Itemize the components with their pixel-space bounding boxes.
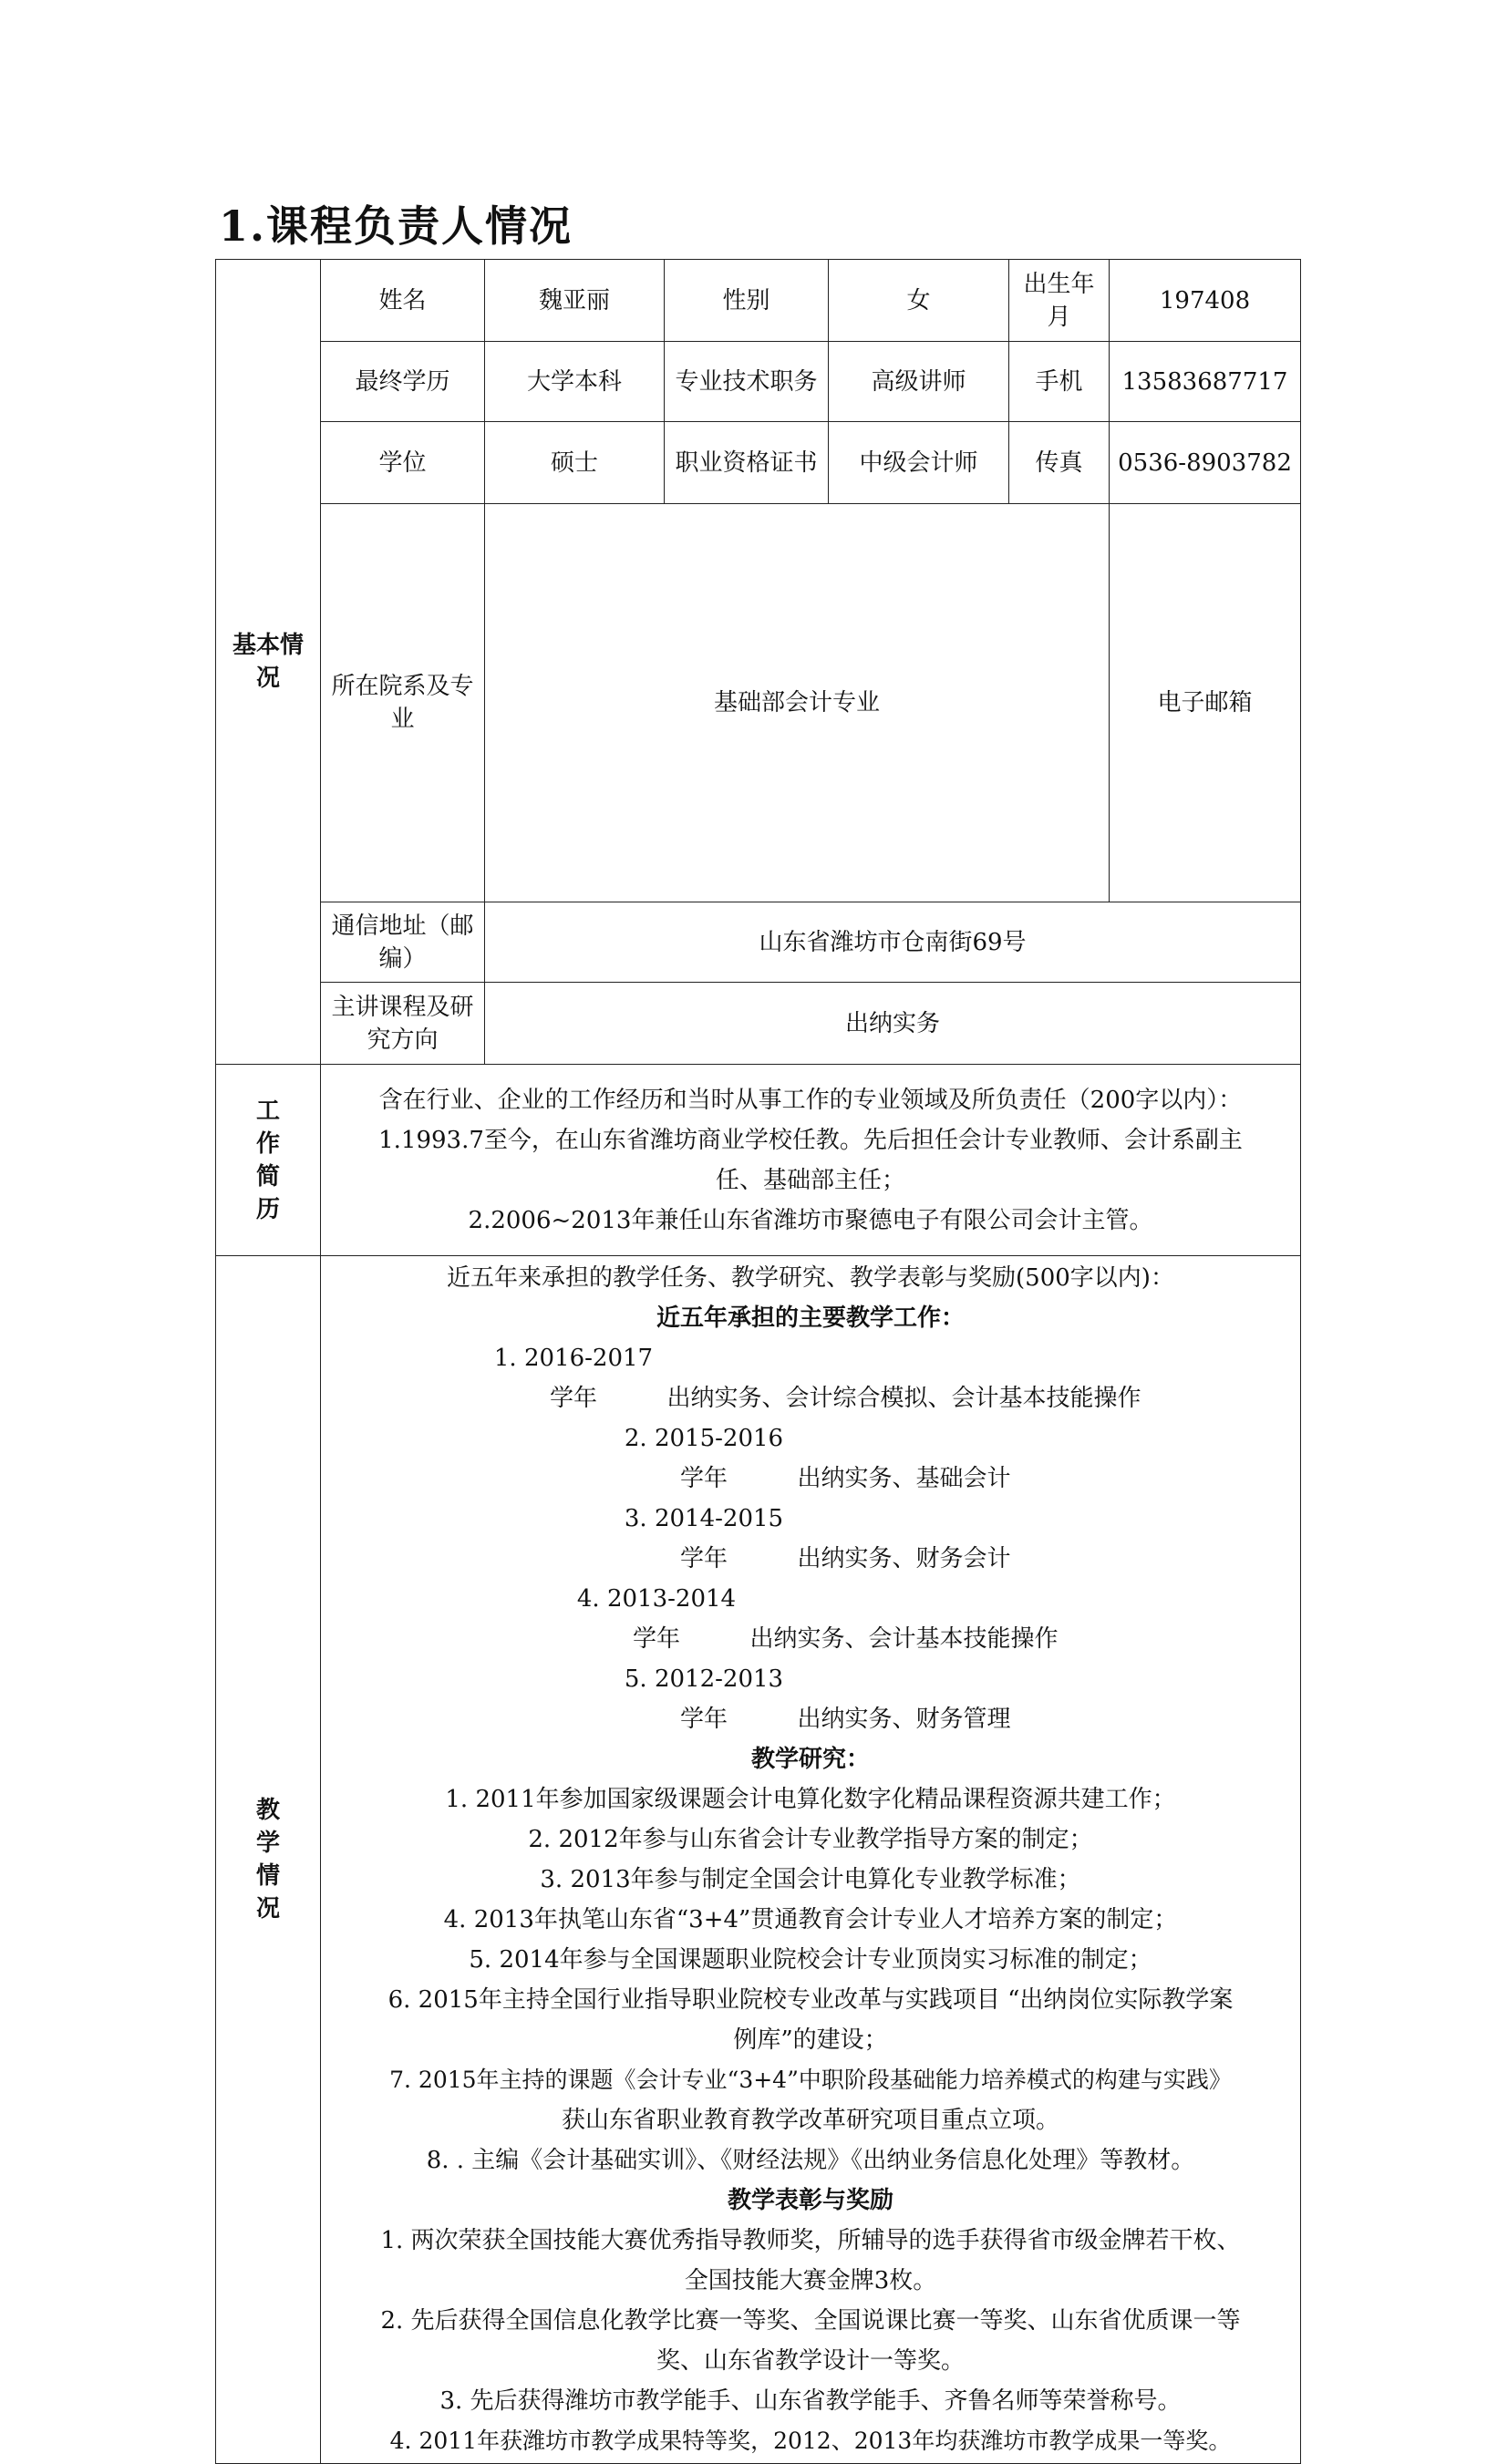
work-item-courses: 出纳实务、财务会计 bbox=[797, 1545, 1011, 1572]
work-section-label-text: 工作简历 bbox=[255, 1097, 280, 1223]
certificate-value: 中级会计师 bbox=[829, 422, 1009, 504]
work-item-courses: 出纳实务、会计综合模拟、会计基本技能操作 bbox=[666, 1385, 1141, 1412]
research-line: 3. 2013年参与制定全国会计电算化专业教学标准； bbox=[540, 1866, 1081, 1893]
teaching-work-item bbox=[326, 1579, 1295, 1659]
address-label: 通信地址（邮编） bbox=[321, 902, 485, 983]
award-line: 4. 2011年获潍坊市教学成果特等奖，2012、2013年均获潍坊市教学成果一等奖。 bbox=[389, 2428, 1232, 2454]
work-line: 含在行业、企业的工作经历和当时从事工作的专业领域及所负责任（200字以内）： bbox=[378, 1086, 1243, 1114]
education-value: 大学本科 bbox=[485, 342, 665, 422]
work-section-label bbox=[216, 1065, 321, 1256]
email-label: 电子邮箱 bbox=[1110, 504, 1301, 902]
fax-label: 传真 bbox=[1009, 422, 1110, 504]
mobile-label: 手机 bbox=[1009, 342, 1110, 422]
award-line: 1. 两次荣获全国技能大赛优秀指导教师奖，所辅导的选手获得省市级金牌若干枚、 bbox=[380, 2227, 1241, 2254]
teaching-work-item bbox=[326, 1659, 1295, 1739]
basic-row-4 bbox=[216, 504, 1301, 902]
birth-label: 出生年月 bbox=[1009, 260, 1110, 342]
award-line: 全国技能大赛金牌3枚。 bbox=[684, 2267, 937, 2294]
research-line: 1. 2011年参加国家级课题会计电算化数字化精品课程资源共建工作； bbox=[445, 1786, 1176, 1813]
gender-value: 女 bbox=[829, 260, 1009, 342]
work-item-year: 2. 2015-2016 学年 bbox=[624, 1425, 784, 1492]
birth-value: 197408 bbox=[1110, 260, 1301, 342]
page-title: 1.课程负责人情况 bbox=[219, 201, 573, 251]
research-line: 6. 2015年主持全国行业指导职业院校专业改革与实践项目 “出纳岗位实际教学案 bbox=[387, 1986, 1234, 2014]
work-item-year: 4. 2013-2014 学年 bbox=[576, 1585, 737, 1653]
address-value: 山东省潍坊市仓南街69号 bbox=[485, 902, 1301, 983]
work-history bbox=[321, 1065, 1301, 1256]
basic-row-3 bbox=[216, 422, 1301, 504]
research-line: 4. 2013年执笔山东省“3+4”贯通教育会计专业人才培养方案的制定； bbox=[443, 1906, 1178, 1933]
work-item-year: 1. 2016-2017 学年 bbox=[493, 1345, 654, 1412]
basic-section-label: 基本情况 bbox=[216, 260, 321, 1065]
department-label: 所在院系及专业 bbox=[321, 504, 485, 902]
teaching-work-heading: 近五年承担的主要教学工作： bbox=[656, 1304, 965, 1332]
title-label: 专业技术职务 bbox=[665, 342, 829, 422]
degree-value: 硕士 bbox=[485, 422, 665, 504]
fax-value: 0536-8903782 bbox=[1110, 422, 1301, 504]
research-line: 例库”的建设； bbox=[733, 2026, 888, 2054]
name-value: 魏亚丽 bbox=[485, 260, 665, 342]
course-value: 出纳实务 bbox=[485, 983, 1301, 1065]
teaching-awards-heading: 教学表彰与奖励 bbox=[727, 2187, 893, 2214]
title-value: 高级讲师 bbox=[829, 342, 1009, 422]
basic-row-2 bbox=[216, 342, 1301, 422]
degree-label: 学位 bbox=[321, 422, 485, 504]
teaching-row bbox=[216, 1256, 1301, 2464]
work-row bbox=[216, 1065, 1301, 1256]
basic-row-1 bbox=[216, 260, 1301, 342]
award-line: 2. 先后获得全国信息化教学比赛一等奖、全国说课比赛一等奖、山东省优质课一等 bbox=[380, 2307, 1241, 2335]
basic-row-5 bbox=[216, 902, 1301, 983]
department-value: 基础部会计专业 bbox=[485, 504, 1110, 902]
course-label: 主讲课程及研究方向 bbox=[321, 983, 485, 1065]
basic-row-6 bbox=[216, 983, 1301, 1065]
mobile-value: 13583687717 bbox=[1110, 342, 1301, 422]
award-line: 3. 先后获得潍坊市教学能手、山东省教学能手、齐鲁名师等荣誉称号。 bbox=[439, 2387, 1182, 2415]
work-line: 1.1993.7至今，在山东省潍坊商业学校任教。先后担任会计专业教师、会计系副主 bbox=[378, 1126, 1243, 1154]
teaching-research-heading: 教学研究： bbox=[750, 1746, 870, 1773]
gender-label: 性别 bbox=[665, 260, 829, 342]
work-item-year: 5. 2012-2013 学年 bbox=[624, 1665, 784, 1733]
research-line: 2. 2012年参与山东省会计专业教学指导方案的制定； bbox=[528, 1826, 1093, 1853]
teaching-intro: 近五年来承担的教学任务、教学研究、教学表彰与奖励(500字以内)： bbox=[447, 1264, 1174, 1292]
teaching-details bbox=[321, 1256, 1301, 2464]
work-line: 2.2006~2013年兼任山东省潍坊市聚德电子有限公司会计主管。 bbox=[468, 1206, 1153, 1234]
work-item-courses: 出纳实务、财务管理 bbox=[797, 1706, 1011, 1733]
research-line: 8. . 主编《会计基础实训》、《财经法规》《出纳业务信息化处理》等教材。 bbox=[426, 2147, 1195, 2174]
teaching-section-label bbox=[216, 1256, 321, 2464]
research-line: 7. 2015年主持的课题《会计专业“3+4”中职阶段基础能力培养模式的构建与实践》 bbox=[389, 2067, 1232, 2093]
teaching-work-item bbox=[326, 1338, 1295, 1418]
award-line: 奖、山东省教学设计一等奖。 bbox=[656, 2347, 965, 2375]
work-item-year: 3. 2014-2015 学年 bbox=[624, 1505, 784, 1572]
certificate-label: 职业资格证书 bbox=[665, 422, 829, 504]
research-line: 获山东省职业教育教学改革研究项目重点立项。 bbox=[561, 2107, 1059, 2134]
teaching-section-label-text: 教学情况 bbox=[255, 1797, 280, 1923]
name-label: 姓名 bbox=[321, 260, 485, 342]
work-line: 任、基础部主任； bbox=[715, 1166, 905, 1194]
teaching-work-item bbox=[326, 1418, 1295, 1499]
course-leader-form bbox=[215, 259, 1301, 2464]
research-line: 5. 2014年参与全国课题职业院校会计专业顶岗实习标准的制定； bbox=[469, 1946, 1152, 1974]
work-item-courses: 出纳实务、会计基本技能操作 bbox=[749, 1625, 1059, 1653]
teaching-work-item bbox=[326, 1499, 1295, 1579]
work-item-courses: 出纳实务、基础会计 bbox=[797, 1465, 1011, 1492]
education-label: 最终学历 bbox=[321, 342, 485, 422]
